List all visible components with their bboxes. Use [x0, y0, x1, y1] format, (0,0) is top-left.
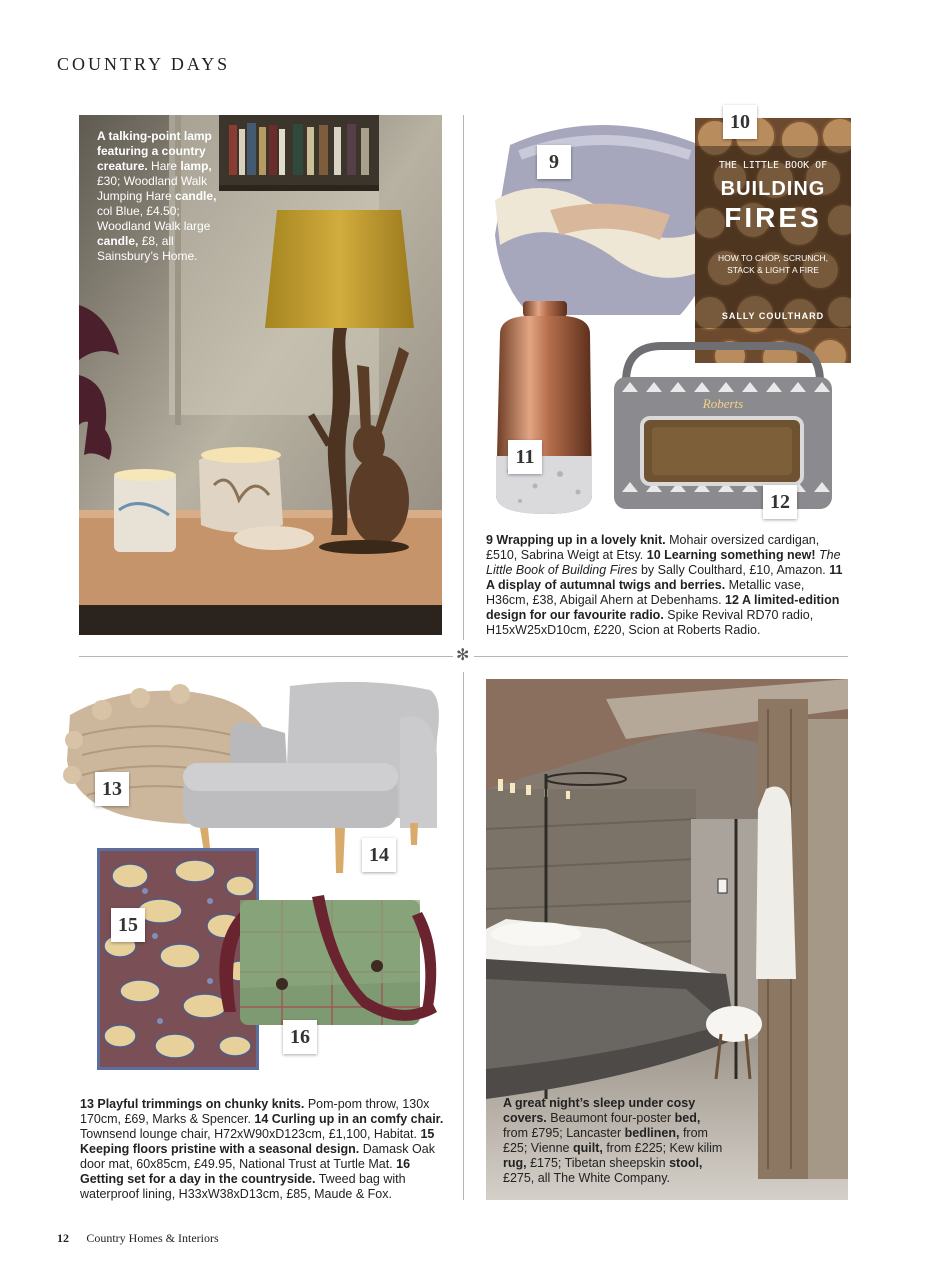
cardigan-photo [490, 115, 718, 320]
magazine-name: Country Homes & Interiors [86, 1231, 219, 1245]
book-title-fires: FIRES [724, 202, 822, 233]
book-author: SALLY COULTHARD [721, 311, 825, 321]
horizontal-divider-right [474, 656, 848, 657]
vertical-divider-bottom [463, 672, 464, 1200]
caption-items-13-16: 13 Playful trimmings on chunky knits. Pom-pom throw, 130x 170cm, £69, Marks & Spencer. 14 Curling up in an comfy chair. Townsend lounge chair, H72xW90xD123cm, £1,100, Habitat. 15 Keeping floors pristine with a seasonal design. Damask Oak door mat, 60x85cm, £49.95, National Trust at Turtle Mat. 16 Getting set for a day in the countryside. Tweed bag with waterproof lining, H33xW38xD13cm, £85, Maude & Fox. [80, 1097, 444, 1201]
item-number-9: 9 [537, 145, 571, 179]
cardigan-illustration [490, 115, 718, 320]
lamp-caption: A talking-point lamp featuring a country creature. Hare lamp, £30; Woodland Walk Jumping Hare candle, col Blue, £4.50; Woodland Walk large candle, £8, all Sainsbury’s Home. [97, 129, 217, 263]
vase-photo [490, 296, 600, 518]
section-title: COUNTRY DAYS [57, 54, 231, 74]
caption-items-9-12: 9 Wrapping up in a lovely knit. Mohair oversized cardigan, £510, Sabrina Weigt at Etsy. 10 Learning something new! The Little Book of Building Fires by Sally Coulthard, £10, Amazon. 11 A display of autumnal twigs and berries. Metallic vase, H36cm, £38, Abigail Ahern at Debenhams. 12 A limited-edition design for our favourite radio. Spike Revival RD70 radio, H15xW25xD10cm, £220, Scion at Roberts Radio. [486, 533, 843, 637]
page-number: 12 [57, 1231, 69, 1245]
tweed-bag-photo [212, 892, 444, 1037]
vertical-divider-top [463, 115, 464, 640]
radio-illustration [612, 342, 834, 512]
vase-illustration [490, 296, 600, 518]
log-pile-illustration [695, 118, 851, 363]
item-number-13: 13 [95, 772, 129, 806]
divider-star-icon: ✻ [456, 647, 470, 664]
book-title-building: BUILDING [720, 178, 826, 200]
horizontal-divider-left [79, 656, 453, 657]
lamp-photo [79, 115, 442, 635]
item-number-11: 11 [508, 440, 542, 474]
page-footer [57, 1231, 219, 1246]
bedroom-photo [486, 679, 848, 1200]
radio-photo [612, 342, 834, 512]
item-number-16: 16 [283, 1020, 317, 1054]
book-photo [695, 118, 851, 363]
radio-brand-mark: Roberts [702, 396, 744, 411]
bag-illustration [212, 892, 444, 1037]
item-number-10: 10 [723, 105, 757, 139]
item-number-14: 14 [362, 838, 396, 872]
item-number-12: 12 [763, 485, 797, 519]
item-number-15: 15 [111, 908, 145, 942]
book-subtitle: HOW TO CHOP, SCRUNCH, STACK & LIGHT A FIRE [717, 253, 829, 275]
bedroom-caption: A great night’s sleep under cosy covers. Beaumont four-poster bed, from £795; Lancaster bedlinen, from £25; Vienne quilt, from £225; Kew kilim rug, £175; Tibetan sheepskin stool, £275, all The White Company. [503, 1096, 723, 1185]
book-title-small: THE LITTLE BOOK OF [718, 160, 828, 171]
